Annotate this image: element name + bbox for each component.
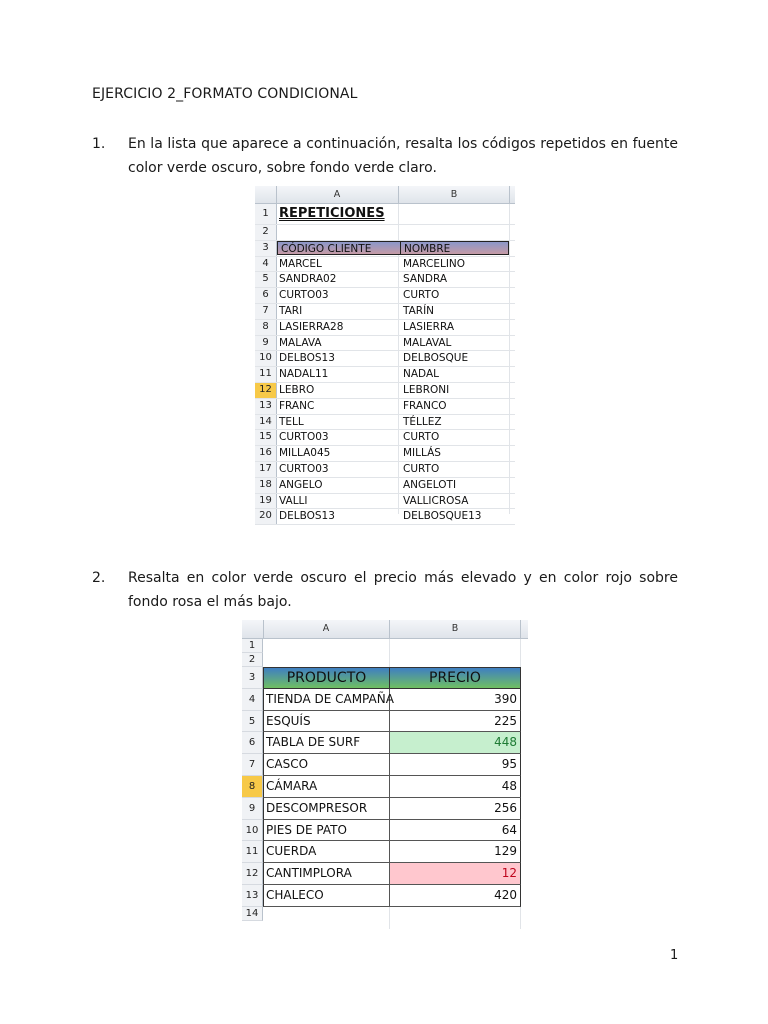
nombre-cell[interactable]: ANGELOTI: [403, 478, 457, 491]
codigo-cliente-cell[interactable]: MILLA045: [279, 447, 331, 460]
row-number[interactable]: 20: [255, 509, 277, 524]
table-row: [242, 711, 528, 733]
document-title: EJERCICIO 2_FORMATO CONDICIONAL: [92, 86, 358, 102]
codigo-cliente-cell[interactable]: CURTO03: [279, 462, 329, 475]
table-row: [242, 776, 528, 798]
exercise-2-text: Resalta en color verde oscuro el precio más elevado y en color rojo sobre fondo rosa el más bajo.: [128, 570, 678, 610]
row-number[interactable]: 3: [242, 667, 263, 689]
table-row: [255, 430, 515, 446]
table-row: [255, 383, 515, 399]
precio-cell[interactable]: 448: [390, 732, 521, 754]
nombre-cell[interactable]: CURTO: [403, 431, 440, 444]
nombre-cell[interactable]: CURTO: [403, 462, 440, 475]
row-number[interactable]: 13: [255, 399, 277, 414]
row-number[interactable]: 5: [242, 711, 263, 733]
row-number[interactable]: 18: [255, 478, 277, 493]
nombre-cell[interactable]: LASIERRA: [403, 320, 455, 333]
row-number[interactable]: 8: [242, 776, 263, 798]
nombre-cell[interactable]: TARÍN: [403, 304, 435, 317]
sheet-row: [255, 204, 515, 225]
precio-cell[interactable]: 420: [390, 885, 521, 907]
row-number[interactable]: 10: [242, 820, 263, 842]
nombre-cell[interactable]: MALAVAL: [403, 336, 452, 349]
row-number[interactable]: 16: [255, 446, 277, 461]
codigo-cliente-cell[interactable]: ANGELO: [279, 478, 323, 491]
codigo-cliente-cell[interactable]: CURTO03: [279, 431, 329, 444]
table-row: [255, 509, 515, 525]
producto-cell[interactable]: TIENDA DE CAMPAÑA: [263, 689, 390, 711]
producto-cell[interactable]: DESCOMPRESOR: [263, 798, 390, 820]
nombre-cell[interactable]: SANDRA: [403, 273, 448, 286]
producto-cell[interactable]: CUERDA: [263, 841, 390, 863]
row-number[interactable]: 4: [255, 257, 277, 272]
codigo-cliente-cell[interactable]: MARCEL: [279, 257, 322, 270]
column-header-bar: [255, 186, 515, 204]
table-row: [242, 798, 528, 820]
table-row: [242, 732, 528, 754]
codigo-cliente-cell[interactable]: TARI: [279, 304, 303, 317]
table-row: [242, 820, 528, 842]
nombre-cell[interactable]: CURTO: [403, 289, 440, 302]
nombre-cell[interactable]: MILLÁS: [403, 447, 441, 460]
table-row: [255, 478, 515, 494]
precio-cell[interactable]: 129: [390, 841, 521, 863]
column-header-b[interactable]: B: [390, 620, 521, 638]
sheet-header-row: [255, 241, 515, 257]
producto-cell[interactable]: CASCO: [263, 754, 390, 776]
nombre-cell[interactable]: VALLICROSA: [403, 494, 469, 507]
sheet-row: [242, 639, 528, 653]
producto-cell[interactable]: CANTIMPLORA: [263, 863, 390, 885]
table-row: [255, 288, 515, 304]
row-number[interactable]: 4: [242, 689, 263, 711]
row-number[interactable]: 7: [255, 304, 277, 319]
producto-cell[interactable]: CÁMARA: [263, 776, 390, 798]
header-cell-nombre[interactable]: NOMBRE: [400, 241, 509, 255]
row-number[interactable]: 1: [255, 204, 277, 224]
row-number[interactable]: 9: [242, 798, 263, 820]
table-row: [255, 399, 515, 415]
nombre-cell[interactable]: LEBRONI: [403, 383, 450, 396]
table-row: [242, 841, 528, 863]
exercise-1-number: 1.: [92, 136, 106, 152]
spreadsheet-precios: [242, 620, 528, 918]
codigo-cliente-cell[interactable]: LASIERRA28: [279, 320, 344, 333]
row-number[interactable]: 15: [255, 430, 277, 445]
sheet1-rows: [255, 204, 515, 525]
title-cell[interactable]: REPETICIONES: [279, 206, 385, 221]
row-number[interactable]: 13: [242, 885, 263, 907]
nombre-cell[interactable]: DELBOSQUE13: [403, 510, 482, 523]
nombre-cell[interactable]: FRANCO: [403, 399, 447, 412]
sheet-header-row: [242, 667, 528, 689]
table-row: [255, 446, 515, 462]
table-row: [255, 367, 515, 383]
table-row: [242, 754, 528, 776]
select-all-corner[interactable]: [255, 186, 277, 203]
producto-cell[interactable]: PIES DE PATO: [263, 820, 390, 842]
row-number[interactable]: 6: [242, 732, 263, 754]
row-number[interactable]: 2: [242, 653, 263, 667]
spreadsheet-repeticiones: [255, 186, 515, 523]
nombre-cell[interactable]: TÉLLEZ: [403, 415, 442, 428]
row-number[interactable]: 7: [242, 754, 263, 776]
precio-cell[interactable]: 64: [390, 820, 521, 842]
sheet-row: [255, 225, 515, 241]
table-row: [255, 336, 515, 352]
row-number[interactable]: 2: [255, 225, 277, 240]
row-number[interactable]: 6: [255, 288, 277, 303]
sheet2-rows: [242, 639, 528, 921]
codigo-cliente-cell[interactable]: FRANC: [279, 399, 315, 412]
row-number[interactable]: 11: [242, 841, 263, 863]
table-row: [255, 415, 515, 431]
table-row: [255, 257, 515, 273]
nombre-cell[interactable]: NADAL: [403, 368, 439, 381]
sheet-row: [242, 653, 528, 667]
row-number[interactable]: 10: [255, 351, 277, 366]
table-row: [255, 320, 515, 336]
exercise-1: [92, 132, 678, 180]
column-header-b[interactable]: B: [399, 186, 510, 203]
codigo-cliente-cell[interactable]: NADAL11: [279, 368, 329, 381]
table-row: [255, 462, 515, 478]
precio-cell[interactable]: 48: [390, 776, 521, 798]
column-header-a[interactable]: A: [263, 620, 390, 638]
row-number[interactable]: 1: [242, 639, 263, 653]
row-number[interactable]: 14: [255, 415, 277, 430]
nombre-cell[interactable]: MARCELINO: [403, 257, 466, 270]
precio-cell[interactable]: 390: [390, 689, 521, 711]
row-number[interactable]: 5: [255, 272, 277, 287]
row-number[interactable]: 9: [255, 336, 277, 351]
producto-cell[interactable]: TABLA DE SURF: [263, 732, 390, 754]
header-cell-precio[interactable]: PRECIO: [390, 667, 521, 689]
sheet-row: [242, 907, 528, 921]
codigo-cliente-cell[interactable]: TELL: [279, 415, 304, 428]
table-row: [255, 351, 515, 367]
header-cell-producto[interactable]: PRODUCTO: [263, 667, 390, 689]
codigo-cliente-cell[interactable]: SANDRA02: [279, 273, 337, 286]
table-row: [255, 272, 515, 288]
codigo-cliente-cell[interactable]: VALLI: [279, 494, 308, 507]
nombre-cell[interactable]: DELBOSQUE: [403, 352, 469, 365]
table-row: [255, 494, 515, 510]
column-header-a[interactable]: A: [276, 186, 399, 203]
precio-cell[interactable]: 95: [390, 754, 521, 776]
codigo-cliente-cell[interactable]: LEBRO: [279, 383, 315, 396]
row-number[interactable]: 3: [255, 241, 277, 256]
exercise-2-number: 2.: [92, 570, 106, 586]
row-number[interactable]: 12: [255, 383, 277, 398]
precio-cell[interactable]: 12: [390, 863, 521, 885]
row-number[interactable]: 17: [255, 462, 277, 477]
select-all-corner[interactable]: [242, 620, 264, 638]
exercise-2: [92, 566, 678, 614]
codigo-cliente-cell[interactable]: DELBOS13: [279, 510, 335, 523]
row-number[interactable]: 14: [242, 907, 263, 921]
table-row: [242, 863, 528, 885]
codigo-cliente-cell[interactable]: CURTO03: [279, 289, 329, 302]
producto-cell[interactable]: CHALECO: [263, 885, 390, 907]
column-header-bar: [242, 620, 528, 639]
table-row: [242, 689, 528, 711]
row-number[interactable]: 11: [255, 367, 277, 382]
codigo-cliente-cell[interactable]: MALAVA: [279, 336, 322, 349]
table-row: [255, 304, 515, 320]
table-row: [242, 885, 528, 907]
row-number[interactable]: 12: [242, 863, 263, 885]
precio-cell[interactable]: 225: [390, 711, 521, 733]
producto-cell[interactable]: ESQUÍS: [263, 711, 390, 733]
precio-cell[interactable]: 256: [390, 798, 521, 820]
row-number[interactable]: 8: [255, 320, 277, 335]
header-cell-codigo[interactable]: CÓDIGO CLIENTE: [277, 241, 400, 255]
page-number: 1: [670, 948, 679, 963]
exercise-1-text: En la lista que aparece a continuación, resalta los códigos repetidos en fuente color verde oscuro, sobre fondo verde claro.: [128, 136, 678, 176]
row-number[interactable]: 19: [255, 494, 277, 509]
codigo-cliente-cell[interactable]: DELBOS13: [279, 352, 335, 365]
